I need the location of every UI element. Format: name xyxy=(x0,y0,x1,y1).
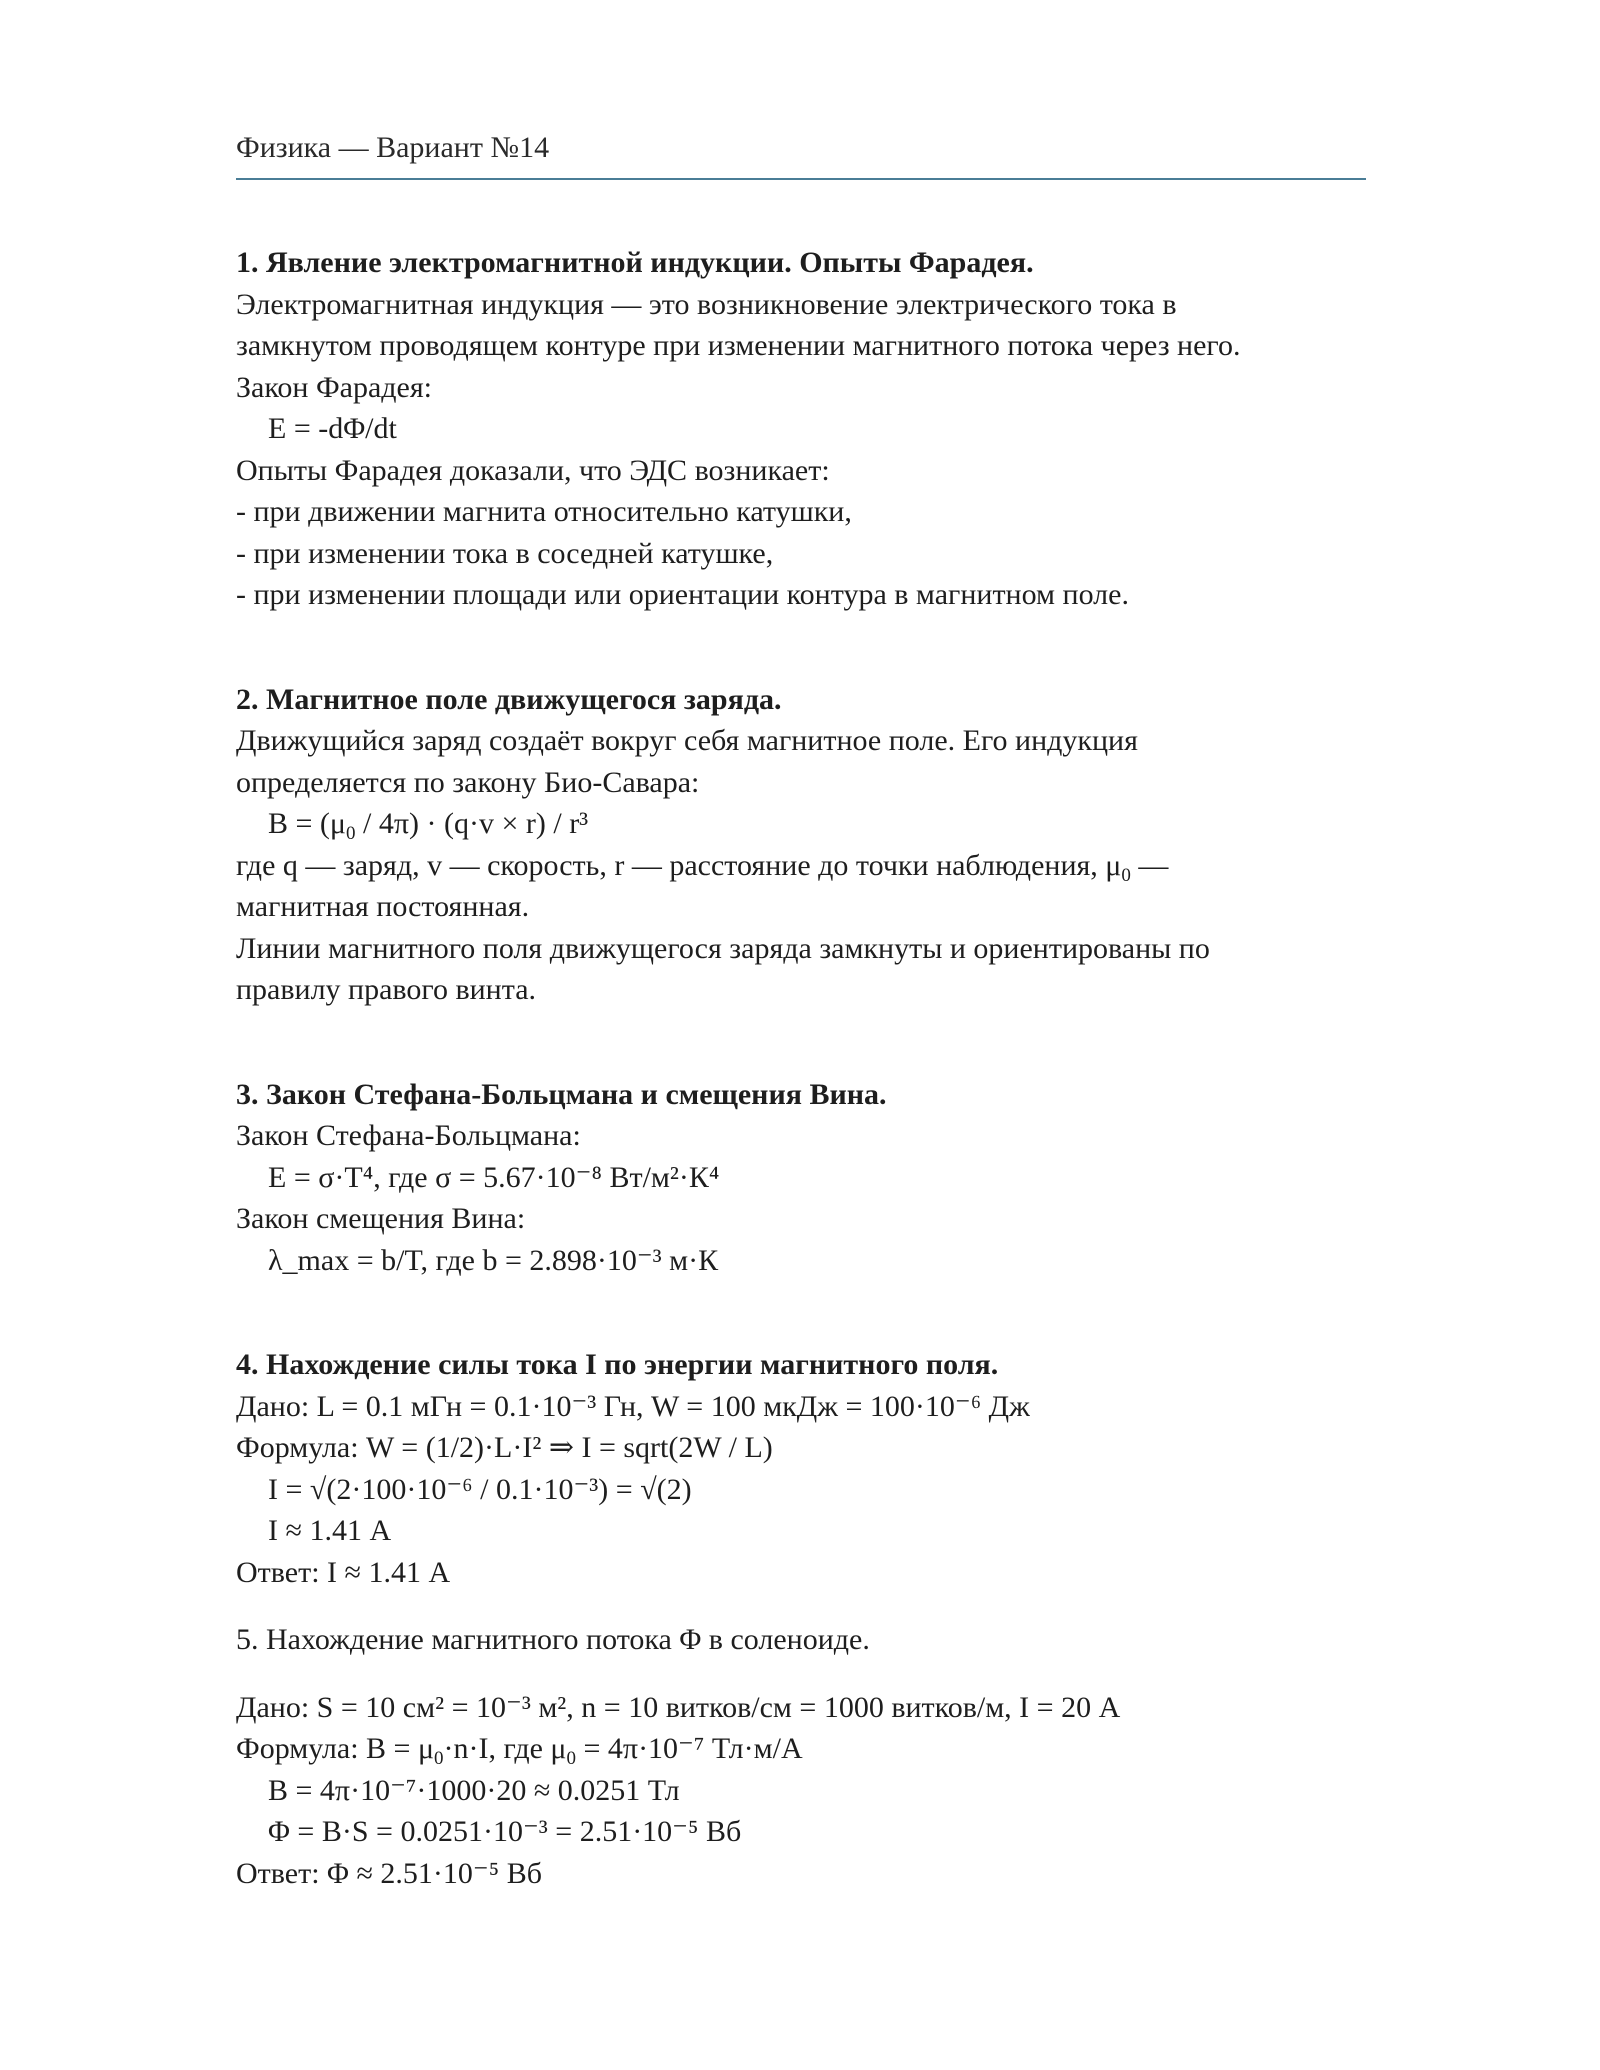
answer-line: Ответ: I ≈ 1.41 А xyxy=(236,1555,451,1589)
formula-part: B = (μ xyxy=(268,807,347,840)
section-title: 2. Магнитное поле движущегося заряда. xyxy=(236,682,782,716)
page-header: Физика — Вариант №14 xyxy=(236,131,550,164)
text-line: Движущийся заряд создаёт вокруг себя магнитное поле. Его индукция xyxy=(236,724,1138,757)
subscript: 0 xyxy=(434,1748,444,1769)
text-line: магнитная постоянная. xyxy=(236,890,530,923)
calculation-line: Φ = B·S = 0.0251·10⁻³ = 2.51·10⁻⁵ Вб xyxy=(268,1815,742,1848)
text-part: — xyxy=(1130,848,1169,882)
formula-line: E = -dΦ/dt xyxy=(268,412,397,445)
section-title: 5. Нахождение магнитного потока Φ в соленоиде. xyxy=(236,1623,870,1656)
subscript: 0 xyxy=(1121,864,1131,886)
formula-part: = 4π·10⁻⁷ Тл·м/А xyxy=(576,1732,803,1765)
text-line: правилу правого винта. xyxy=(236,973,537,1006)
list-item: - при изменении площади или ориентации контура в магнитном поле. xyxy=(236,578,1129,611)
text-part: где q — заряд, v — скорость, r — расстояние до точки наблюдения, μ xyxy=(236,848,1122,882)
calculation-line: I = √(2·100·10⁻⁶ / 0.1·10⁻³) = √(2) xyxy=(268,1472,692,1506)
formula-part: / 4π) · (q·v × r) / r³ xyxy=(355,807,589,840)
text-line: Закон Стефана-Больцмана: xyxy=(236,1119,581,1152)
formula-line: E = σ·T⁴, где σ = 5.67·10⁻⁸ Вт/м²·К⁴ xyxy=(268,1160,720,1194)
text-line: Закон Фарадея: xyxy=(236,370,432,404)
section-5-body xyxy=(236,1687,1366,1895)
given-line: Дано: S = 10 см² = 10⁻³ м², n = 10 витков/см = 1000 витков/м, I = 20 А xyxy=(236,1690,1121,1724)
formula-line xyxy=(236,803,1366,845)
formula-line: Формула: W = (1/2)·L·I² ⇒ I = sqrt(2W / L) xyxy=(236,1431,773,1464)
calculation-line: B = 4π·10⁻⁷·1000·20 ≈ 0.0251 Тл xyxy=(268,1773,680,1807)
section-title: 4. Нахождение силы тока I по энергии магнитного поля. xyxy=(236,1348,999,1381)
section-3 xyxy=(236,1074,1366,1282)
section-1 xyxy=(236,242,1366,616)
section-2 xyxy=(236,679,1366,1011)
formula-line: λ_max = b/T, где b = 2.898·10⁻³ м·К xyxy=(268,1243,719,1277)
formula-line xyxy=(236,1728,1366,1770)
given-line: Дано: L = 0.1 мГн = 0.1·10⁻³ Гн, W = 100 мкДж = 100·10⁻⁶ Дж xyxy=(236,1389,1030,1423)
formula-part: ·n·I, где μ xyxy=(443,1732,567,1765)
section-title: 1. Явление электромагнитной индукции. Опыты Фарадея. xyxy=(236,246,1034,279)
text-line: определяется по закону Био-Савара: xyxy=(236,765,700,799)
list-item: - при движении магнита относительно катушки, xyxy=(236,495,852,528)
subscript: 0 xyxy=(566,1748,576,1769)
document-page xyxy=(236,124,1366,1894)
section-4 xyxy=(236,1344,1366,1593)
section-title: 3. Закон Стефана-Больцмана и смещения Вина. xyxy=(236,1077,887,1111)
text-line: Закон смещения Вина: xyxy=(236,1202,526,1235)
list-item: - при изменении тока в соседней катушке, xyxy=(236,536,774,570)
text-line: Линии магнитного поля движущегося заряда замкнуты и ориентированы по xyxy=(236,931,1210,965)
text-line: Электромагнитная индукция — это возникновение электрического тока в xyxy=(236,287,1177,321)
calculation-line: I ≈ 1.41 А xyxy=(268,1514,392,1547)
header-divider xyxy=(236,178,1366,180)
text-line: замкнутом проводящем контуре при изменении магнитного потока через него. xyxy=(236,329,1241,362)
text-line: Опыты Фарадея доказали, что ЭДС возникает: xyxy=(236,453,830,487)
subscript: 0 xyxy=(346,823,356,844)
answer-line: Ответ: Φ ≈ 2.51·10⁻⁵ Вб xyxy=(236,1856,542,1890)
formula-part: Формула: B = μ xyxy=(236,1732,435,1765)
text-line xyxy=(236,845,1366,887)
section-5 xyxy=(236,1619,1366,1894)
